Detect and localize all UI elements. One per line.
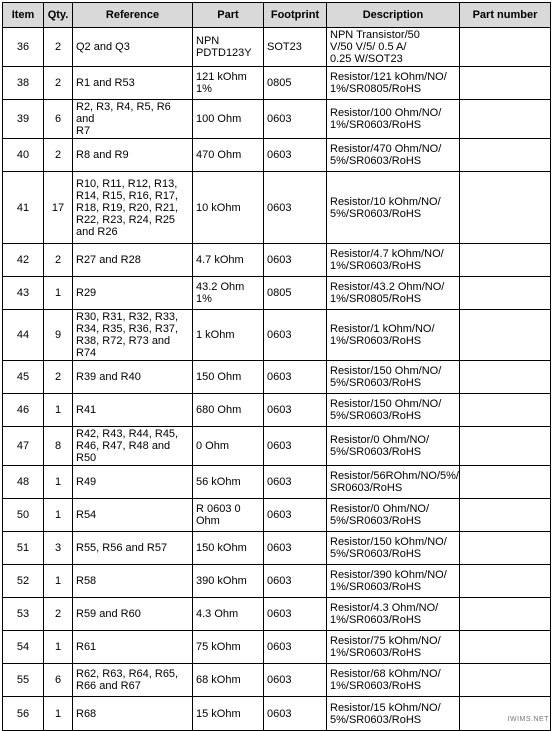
- table-row: [3, 244, 551, 277]
- qty-cell: 3: [44, 532, 73, 565]
- part-number-cell: [460, 172, 551, 244]
- footprint-cell: 0603: [264, 244, 327, 277]
- footprint-cell: 0603: [264, 172, 327, 244]
- part-number-cell: [460, 697, 551, 731]
- item-cell: 48: [3, 466, 44, 499]
- part-number-cell: [460, 466, 551, 499]
- reference-cell: R1 and R53: [73, 67, 193, 100]
- table-row: [3, 532, 551, 565]
- footprint-cell: 0603: [264, 532, 327, 565]
- reference-cell: R54: [73, 499, 193, 532]
- table-row: [3, 466, 551, 499]
- table-row: [3, 565, 551, 598]
- part-cell: R 0603 0 Ohm: [193, 499, 264, 532]
- header-item: Item: [3, 3, 44, 28]
- reference-cell: R49: [73, 466, 193, 499]
- header-qty: Qty.: [44, 3, 73, 28]
- description-cell: Resistor/68 kOhm/NO/ 1%/SR0603/RoHS: [327, 664, 460, 697]
- reference-cell: R61: [73, 631, 193, 664]
- description-cell: Resistor/100 Ohm/NO/ 1%/SR0603/RoHS: [327, 100, 460, 139]
- reference-cell: R62, R63, R64, R65, R66 and R67: [73, 664, 193, 697]
- description-cell: Resistor/1 kOhm/NO/ 1%/SR0603/RoHS: [327, 310, 460, 361]
- footprint-cell: 0603: [264, 664, 327, 697]
- description-cell: Resistor/0 Ohm/NO/ 5%/SR0603/RoHS: [327, 499, 460, 532]
- item-cell: 51: [3, 532, 44, 565]
- reference-cell: R68: [73, 697, 193, 731]
- header-part: Part: [193, 3, 264, 28]
- table-row: [3, 499, 551, 532]
- item-cell: 41: [3, 172, 44, 244]
- qty-cell: 9: [44, 310, 73, 361]
- description-cell: Resistor/390 kOhm/NO/ 1%/SR0603/RoHS: [327, 565, 460, 598]
- reference-cell: R10, R11, R12, R13, R14, R15, R16, R17, R18, R19, R20, R21, R22, R23, R24, R25 and R26: [73, 172, 193, 244]
- bom-table: [2, 2, 551, 731]
- part-number-cell: [460, 361, 551, 394]
- description-cell: NPN Transistor/50 V/50 V/5/ 0.5 A/ 0.25 W/SOT23: [327, 28, 460, 67]
- item-cell: 44: [3, 310, 44, 361]
- part-cell: 390 kOhm: [193, 565, 264, 598]
- footprint-cell: 0603: [264, 427, 327, 466]
- part-cell: 10 kOhm: [193, 172, 264, 244]
- table-row: [3, 427, 551, 466]
- part-cell: 43.2 Ohm 1%: [193, 277, 264, 310]
- part-cell: 150 Ohm: [193, 361, 264, 394]
- qty-cell: 1: [44, 466, 73, 499]
- qty-cell: 2: [44, 28, 73, 67]
- description-cell: Resistor/15 kOhm/NO/ 5%/SR0603/RoHS: [327, 697, 460, 731]
- qty-cell: 1: [44, 499, 73, 532]
- watermark: IWIMS.NET: [508, 716, 549, 723]
- footprint-cell: 0603: [264, 310, 327, 361]
- item-cell: 43: [3, 277, 44, 310]
- description-cell: Resistor/56ROhm/NO/5%/ SR0603/RoHS: [327, 466, 460, 499]
- header-footprint: Footprint: [264, 3, 327, 28]
- part-number-cell: [460, 28, 551, 67]
- part-number-cell: [460, 67, 551, 100]
- qty-cell: 17: [44, 172, 73, 244]
- description-cell: Resistor/470 Ohm/NO/ 5%/SR0603/RoHS: [327, 139, 460, 172]
- footprint-cell: 0805: [264, 277, 327, 310]
- table-row: [3, 361, 551, 394]
- header-part-number: Part number: [460, 3, 551, 28]
- description-cell: Resistor/43.2 Ohm/NO/ 1%/SR0805/RoHS: [327, 277, 460, 310]
- footprint-cell: 0603: [264, 631, 327, 664]
- description-cell: Resistor/75 kOhm/NO/ 1%/SR0603/RoHS: [327, 631, 460, 664]
- footprint-cell: SOT23: [264, 28, 327, 67]
- qty-cell: 2: [44, 67, 73, 100]
- item-cell: 42: [3, 244, 44, 277]
- table-row: [3, 310, 551, 361]
- part-cell: 1 kOhm: [193, 310, 264, 361]
- part-number-cell: [460, 310, 551, 361]
- part-number-cell: [460, 100, 551, 139]
- part-number-cell: [460, 565, 551, 598]
- table-row: [3, 277, 551, 310]
- part-cell: 68 kOhm: [193, 664, 264, 697]
- footprint-cell: 0805: [264, 67, 327, 100]
- reference-cell: R29: [73, 277, 193, 310]
- part-number-cell: [460, 532, 551, 565]
- qty-cell: 1: [44, 697, 73, 731]
- footprint-cell: 0603: [264, 394, 327, 427]
- item-cell: 50: [3, 499, 44, 532]
- item-cell: 54: [3, 631, 44, 664]
- part-number-cell: [460, 598, 551, 631]
- description-cell: Resistor/0 Ohm/NO/ 5%/SR0603/RoHS: [327, 427, 460, 466]
- reference-cell: R30, R31, R32, R33, R34, R35, R36, R37, R38, R72, R73 and R74: [73, 310, 193, 361]
- table-row: [3, 139, 551, 172]
- item-cell: 52: [3, 565, 44, 598]
- footprint-cell: 0603: [264, 466, 327, 499]
- qty-cell: 8: [44, 427, 73, 466]
- part-cell: 680 Ohm: [193, 394, 264, 427]
- footprint-cell: 0603: [264, 361, 327, 394]
- part-cell: 75 kOhm: [193, 631, 264, 664]
- qty-cell: 1: [44, 565, 73, 598]
- item-cell: 53: [3, 598, 44, 631]
- part-cell: 0 Ohm: [193, 427, 264, 466]
- item-cell: 38: [3, 67, 44, 100]
- reference-cell: R55, R56 and R57: [73, 532, 193, 565]
- part-number-cell: [460, 277, 551, 310]
- qty-cell: 6: [44, 100, 73, 139]
- description-cell: Resistor/4.3 Ohm/NO/ 1%/SR0603/RoHS: [327, 598, 460, 631]
- footprint-cell: 0603: [264, 565, 327, 598]
- description-cell: Resistor/150 kOhm/NO/ 5%/SR0603/RoHS: [327, 532, 460, 565]
- part-number-cell: [460, 427, 551, 466]
- header-description: Description: [327, 3, 460, 28]
- reference-cell: R2, R3, R4, R5, R6 and R7: [73, 100, 193, 139]
- reference-cell: R42, R43, R44, R45, R46, R47, R48 and R50: [73, 427, 193, 466]
- item-cell: 56: [3, 697, 44, 731]
- qty-cell: 1: [44, 631, 73, 664]
- table-row: [3, 100, 551, 139]
- table-row: [3, 28, 551, 67]
- part-number-cell: [460, 664, 551, 697]
- table-row: [3, 664, 551, 697]
- qty-cell: 2: [44, 139, 73, 172]
- footprint-cell: 0603: [264, 499, 327, 532]
- qty-cell: 2: [44, 598, 73, 631]
- part-cell: 470 Ohm: [193, 139, 264, 172]
- part-number-cell: [460, 499, 551, 532]
- description-cell: Resistor/150 Ohm/NO/ 5%/SR0603/RoHS: [327, 394, 460, 427]
- description-cell: Resistor/150 Ohm/NO/ 5%/SR0603/RoHS: [327, 361, 460, 394]
- footprint-cell: 0603: [264, 598, 327, 631]
- item-cell: 47: [3, 427, 44, 466]
- header-row: [3, 3, 551, 28]
- item-cell: 39: [3, 100, 44, 139]
- part-cell: NPN PDTD123Y: [193, 28, 264, 67]
- reference-cell: R8 and R9: [73, 139, 193, 172]
- item-cell: 36: [3, 28, 44, 67]
- header-reference: Reference: [73, 3, 193, 28]
- part-number-cell: [460, 139, 551, 172]
- description-cell: Resistor/121 kOhm/NO/ 1%/SR0805/RoHS: [327, 67, 460, 100]
- part-number-cell: [460, 631, 551, 664]
- table-row: [3, 631, 551, 664]
- table-row: [3, 394, 551, 427]
- qty-cell: 2: [44, 244, 73, 277]
- part-cell: 56 kOhm: [193, 466, 264, 499]
- item-cell: 55: [3, 664, 44, 697]
- part-cell: 121 kOhm 1%: [193, 67, 264, 100]
- footprint-cell: 0603: [264, 697, 327, 731]
- reference-cell: R39 and R40: [73, 361, 193, 394]
- table-row: [3, 697, 551, 731]
- part-number-cell: [460, 394, 551, 427]
- part-number-cell: [460, 244, 551, 277]
- table-row: [3, 172, 551, 244]
- item-cell: 46: [3, 394, 44, 427]
- item-cell: 45: [3, 361, 44, 394]
- table-row: [3, 598, 551, 631]
- reference-cell: R27 and R28: [73, 244, 193, 277]
- part-cell: 150 kOhm: [193, 532, 264, 565]
- table-row: [3, 67, 551, 100]
- reference-cell: R58: [73, 565, 193, 598]
- description-cell: Resistor/10 kOhm/NO/ 5%/SR0603/RoHS: [327, 172, 460, 244]
- footprint-cell: 0603: [264, 100, 327, 139]
- qty-cell: 1: [44, 277, 73, 310]
- item-cell: 40: [3, 139, 44, 172]
- description-cell: Resistor/4.7 kOhm/NO/ 1%/SR0603/RoHS: [327, 244, 460, 277]
- qty-cell: 1: [44, 394, 73, 427]
- part-cell: 15 kOhm: [193, 697, 264, 731]
- part-cell: 4.7 kOhm: [193, 244, 264, 277]
- reference-cell: R41: [73, 394, 193, 427]
- qty-cell: 2: [44, 361, 73, 394]
- reference-cell: Q2 and Q3: [73, 28, 193, 67]
- footprint-cell: 0603: [264, 139, 327, 172]
- reference-cell: R59 and R60: [73, 598, 193, 631]
- bom-table-body: [3, 28, 551, 731]
- part-cell: 100 Ohm: [193, 100, 264, 139]
- part-cell: 4.3 Ohm: [193, 598, 264, 631]
- qty-cell: 6: [44, 664, 73, 697]
